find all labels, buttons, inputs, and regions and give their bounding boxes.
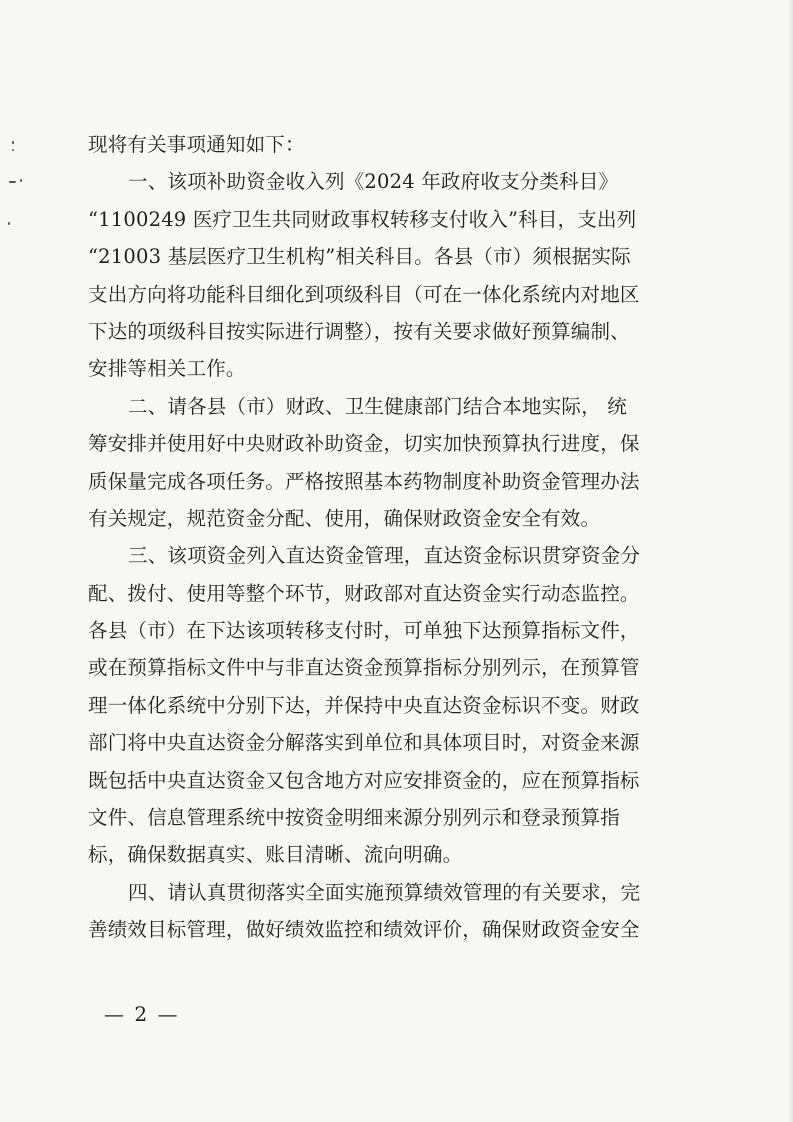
text-line: 三、该项资金列入直达资金管理，直达资金标识贯穿资金分 xyxy=(128,544,641,568)
text-line: 有关规定，规范资金分配、使用，确保财政资金安全有效。 xyxy=(88,506,601,530)
scan-speck xyxy=(8,222,10,225)
text-line: 安排等相关工作。 xyxy=(88,357,246,381)
text-line: 筹安排并使用好中央财政补助资金，切实加快预算执行进度，保 xyxy=(88,432,640,456)
text-line: 支出方向将功能科目细化到项级科目（可在一体化系统内对地区 xyxy=(88,282,640,306)
scan-speck xyxy=(12,141,14,144)
text-line: “21003 基层医疗卫生机构”相关科目。各县（市）须根据实际 xyxy=(88,245,631,269)
text-line: 既包括中央直达资金又包含地方对应安排资金的，应在预算指标 xyxy=(88,768,640,792)
scan-speck xyxy=(20,179,22,182)
text-line: 标，确保数据真实、账目清晰、流向明确。 xyxy=(88,843,463,867)
text-line: 各县（市）在下达该项转移支付时，可单独下达预算指标文件， xyxy=(88,619,640,643)
text-line: 善绩效目标管理，做好绩效监控和绩效评价，确保财政资金安全 xyxy=(88,918,640,942)
text-line: 理一体化系统中分别下达，并保持中央直达资金标识不变。财政 xyxy=(88,693,640,717)
text-line: 部门将中央直达资金分解落实到单位和具体项目时，对资金来源 xyxy=(88,731,640,755)
text-line: 下达的项级科目按实际进行调整），按有关要求做好预算编制、 xyxy=(88,319,630,343)
text-line: 四、请认真贯彻落实全面实施预算绩效管理的有关要求，完 xyxy=(128,880,641,904)
text-line: 质保量完成各项任务。严格按照基本药物制度补助资金管理办法 xyxy=(88,469,640,493)
scan-edge-shadow xyxy=(787,0,793,1122)
page-number: — 2 — xyxy=(104,1002,180,1026)
text-line: 现将有关事项通知如下： xyxy=(88,133,305,156)
text-line: “1100249 医疗卫生共同财政事权转移支付收入”科目，支出列 xyxy=(88,207,637,231)
document-body xyxy=(88,126,688,949)
scan-speck xyxy=(9,181,16,183)
text-line: 二、请各县（市）财政、卫生健康部门结合本地实际， 统 xyxy=(128,394,627,418)
text-line: 一、该项补助资金收入列《2024 年政府收支分类科目》 xyxy=(128,170,619,194)
scan-speck xyxy=(12,149,14,151)
text-line: 文件、信息管理系统中按资金明细来源分别列示和登录预算指 xyxy=(88,806,620,830)
text-line: 配、拨付、使用等整个环节，财政部对直达资金实行动态监控。 xyxy=(88,581,640,605)
text-line: 或在预算指标文件中与非直达资金预算指标分别列示，在预算管 xyxy=(88,656,640,680)
